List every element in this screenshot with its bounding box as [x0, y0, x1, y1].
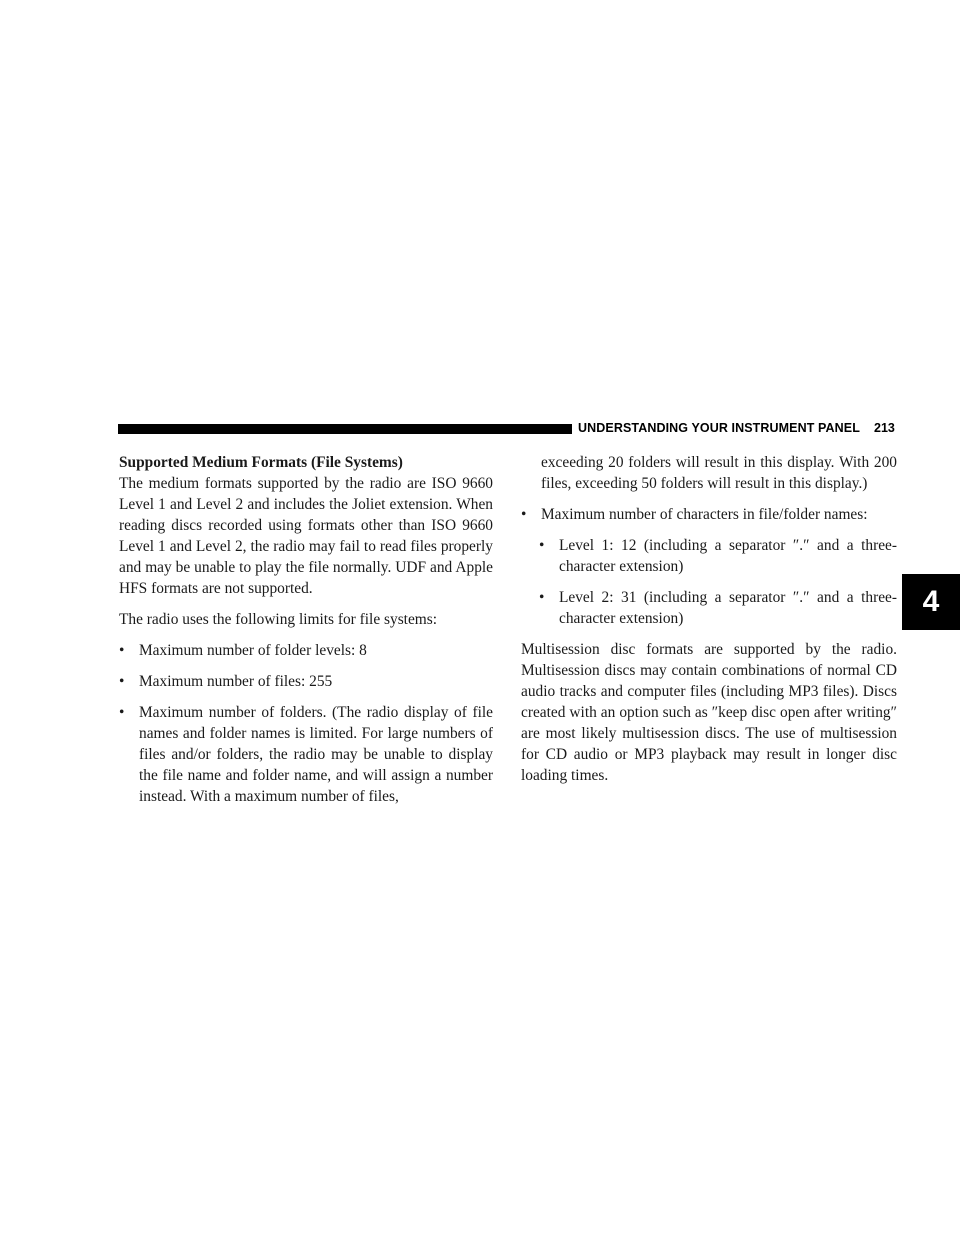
list-item: • Maximum number of characters in file/folder names: — [521, 506, 868, 523]
bullet-icon: • — [119, 642, 125, 659]
chapter-tab[interactable]: 4 — [902, 574, 960, 630]
left-column — [119, 452, 493, 807]
right-column — [521, 452, 897, 786]
sub-list-item: • Level 1: 12 (including a separator ″.″ and a three-character extension) — [539, 537, 897, 575]
bullet-icon: • — [539, 537, 545, 554]
multisession-paragraph: Multisession disc formats are supported by the radio. Multisession discs may contain combinations of normal CD audio tracks and computer files (including MP3 files). Discs created with an option such as ″keep disc open after writing″ are most likely multisession discs. The use of multisession for CD audio or MP3 playback may result in longer disc loading times. — [521, 641, 897, 784]
bullet-continuation: exceeding 20 folders will result in this display. With 200 files, exceeding 50 folders will result in this display.) — [541, 454, 897, 492]
sub-list-item: • Level 2: 31 (including a separator ″.″ and a three-character extension) — [539, 589, 897, 627]
list-item: • Maximum number of folder levels: 8 — [119, 642, 367, 659]
limits-intro: The radio uses the following limits for file systems: — [119, 611, 438, 628]
list-item: • Maximum number of folders. (The radio display of file names and folder names is limited. For large numbers of files and/or folders, the radio may be unable to display the file name and folder name, and will assign a number instead. With a maximum number of files, — [119, 704, 493, 805]
bullet-icon: • — [119, 673, 125, 690]
bullet-icon: • — [521, 506, 527, 523]
char-limits-list — [521, 504, 897, 629]
bullet-icon: • — [119, 704, 125, 721]
section-heading: Supported Medium Formats (File Systems) — [119, 454, 403, 471]
section-header-title: UNDERSTANDING YOUR INSTRUMENT PANEL — [578, 421, 860, 435]
list-item: • Maximum number of files: 255 — [119, 673, 333, 690]
page-number: 213 — [874, 421, 895, 435]
header-rule-bar — [118, 424, 572, 434]
bullet-icon: • — [539, 589, 545, 606]
intro-paragraph: The medium formats supported by the radio are ISO 9660 Level 1 and Level 2 and includes the Joliet extension. When reading discs recorded using formats other than ISO 9660 Level 1 and Level 2, the radio may fail to read files properly and may be unable to play the file normally. UDF and Apple HFS formats are not supported. — [119, 475, 493, 597]
limits-list — [119, 640, 493, 807]
